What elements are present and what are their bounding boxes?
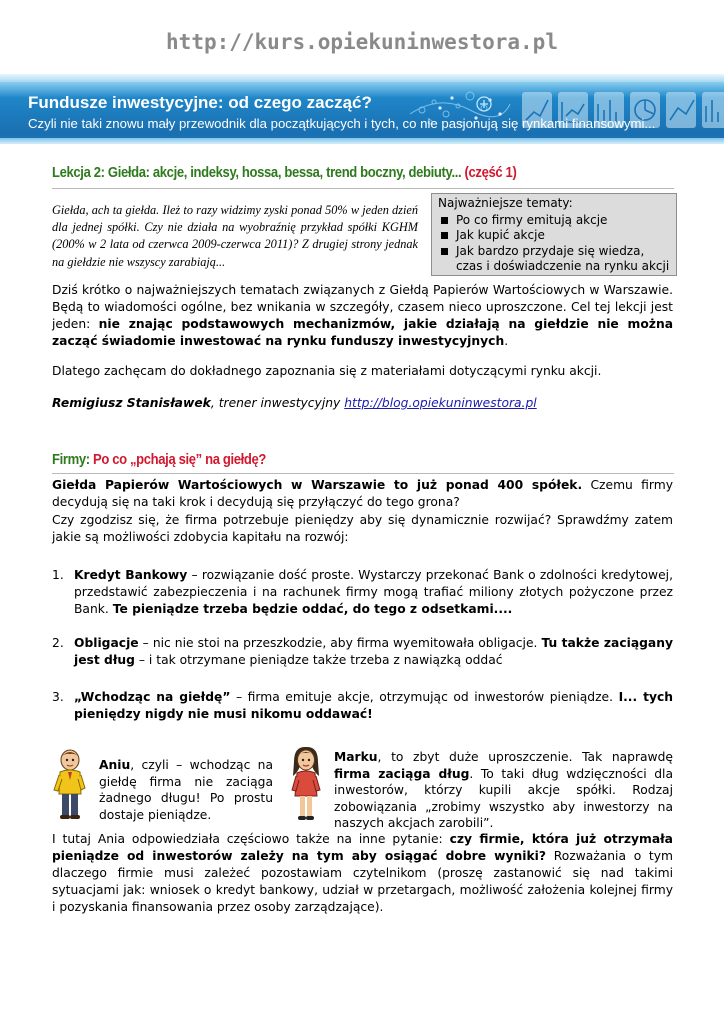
- lesson-label: Lekcja 2:: [52, 165, 105, 181]
- section-intro-paragraph: [52, 477, 673, 511]
- marek-character-icon: [52, 748, 88, 820]
- list-item-bank-loan: [52, 567, 673, 618]
- key-topic-item: [438, 244, 670, 275]
- marek-speech: [99, 757, 273, 823]
- list-item-bold: I... tych pieniędzy nigdy nie musi nikomu oddawać!: [74, 690, 674, 721]
- closing-rest: Rozważania o tym dlaczego firmie musi zależeć pozostawiam czytelnikom (proszę zastanowić się nad takimi sytuacjami jak: wniosek o kredyt bankowy, udział w przetargach, możliwość założenia kolejnej firmy i pozyskania finansowania przez osoby zarządzające).: [52, 849, 673, 914]
- square-bullet-icon: [441, 232, 448, 239]
- key-topics-box: [431, 193, 677, 276]
- list-item-title: Kredyt Bankowy: [74, 568, 188, 582]
- list-item-tail: – i tak otrzymane pieniądze także trzeba z nawiązką oddać: [134, 653, 503, 667]
- list-item-bold: Tu także zaciągany jest dług: [74, 636, 673, 667]
- ania-speech: [334, 749, 673, 832]
- speech-bold: firma zaciąga dług: [334, 766, 470, 781]
- section-intro-rest: Czemu firmy decydują się na taki krok i decydują się przyłączyć do tego grona?: [52, 478, 673, 509]
- key-topics-list: [438, 213, 670, 275]
- author-name: Remigiusz Stanisławek: [52, 396, 211, 410]
- banner-top-stripe: [0, 74, 724, 82]
- list-item-ipo: [52, 689, 673, 723]
- intro-paragraph: Giełda, ach ta giełda. Ileż to razy widzimy zyski ponad 50% w jeden dzień dla jednej spółki. Czy nie działa na wyobraźnię przykład spółki KGHM (200% w 2 lata od czerwca 2009-czerwca 2011)? Z drugiej strony jednak na giełdzie nie wszyscy zarabiają...: [52, 203, 418, 269]
- key-topic-item: [438, 228, 670, 244]
- goal-end: .: [504, 334, 509, 348]
- capital-question-paragraph: Czy zgodzisz się, że firma potrzebuje pieniędzy aby się dynamicznie rozwijać? Sprawdźmy zatem jakie są możliwości zdobycia kapitału na rozwój:: [52, 513, 673, 544]
- key-topics-title: Najważniejsze tematy:: [438, 196, 573, 210]
- lesson-title: Giełda: akcje, indeksy, hossa, bessa, trend boczny, debiuty...: [107, 165, 462, 181]
- section-label: Firmy:: [52, 452, 90, 468]
- course-banner: [0, 74, 724, 144]
- section-underline: [52, 473, 674, 474]
- author-line: [52, 395, 673, 412]
- banner-subtitle: Czyli nie taki znowu mały przewodnik dla początkujących i tych, co nie pasjonują się rynkami finansowymi...: [28, 116, 656, 131]
- closing-bold: czy firmie, która już otrzymała pieniądze od inwestorów zależy na tym aby osiągać dobre wyniki?: [52, 832, 673, 863]
- lesson-heading: [52, 165, 516, 181]
- list-number: 2.: [52, 636, 64, 650]
- closing-paragraph: [52, 831, 673, 916]
- speech-text: . To taki dług wdzięczności dla inwestorów, którzy kupili akcje spółki. Rodzaj zobowiązania „zrobimy wszystko aby inwestorzy na naszych akcjach zarobili”.: [334, 766, 673, 830]
- speech-text: , czyli – wchodząc na giełdę firma nie zaciąga żadnego długu! Po prostu dostaje pieniądze.: [99, 758, 273, 822]
- speech-addressee: Aniu: [99, 758, 131, 772]
- encouragement-paragraph: Dlatego zachęcam do dokładnego zapoznania się z materiałami dotyczącymi rynku akcji.: [52, 364, 602, 378]
- list-item-bold: Te pieniądze trzeba będzie oddać, do tego z odsetkami....: [112, 602, 513, 616]
- lesson-part: (część 1): [464, 165, 517, 181]
- key-topic-text: Po co firmy emitują akcje: [456, 212, 608, 227]
- goal-bold-text: nie znając podstawowych mechanizmów, jakie działają na giełdzie nie można zacząć świadomie inwestować na rynku funduszy inwestycyjnych: [52, 317, 673, 348]
- key-topic-item: [438, 213, 670, 229]
- section-intro-bold: Giełda Papierów Wartościowych w Warszawie to już ponad 400 spółek.: [52, 478, 583, 492]
- closing-text: I tutaj Ania odpowiedziała częściowo także na inne pytanie:: [52, 832, 450, 846]
- section-heading: [52, 452, 266, 468]
- list-number: 1.: [52, 568, 64, 582]
- speech-addressee: Marku: [334, 750, 378, 764]
- author-role: , trener inwestycyjny: [210, 396, 345, 410]
- speech-text: , to zbyt duże uproszczenie. Tak naprawdę: [377, 750, 673, 764]
- site-url: http://kurs.opiekuninwestora.pl: [166, 30, 558, 54]
- banner-bottom-stripe: [0, 138, 724, 144]
- list-item-text: – nic nie stoi na przeszkodzie, aby firma wyemitowała obligacje.: [138, 636, 542, 650]
- goal-text: Dziś krótko o najważniejszych tematach związanych z Giełdą Papierów Wartościowych w Warszawie. Będą to wiadomości ogólne, bez wnikania w szczegóły, czasem nieco uproszczone. Cel tej lekcji jest jeden:: [52, 283, 673, 331]
- square-bullet-icon: [441, 217, 448, 224]
- list-item-title: „Wchodząc na giełdę”: [74, 690, 231, 704]
- list-number: 3.: [52, 690, 64, 704]
- banner-title: Fundusze inwestycyjne: od czego zacząć?: [28, 93, 372, 112]
- key-topic-text: Jak bardzo przydaje się wiedza, czas i doświadczenie na rynku akcji: [456, 243, 670, 273]
- author-blog-link[interactable]: http://blog.opiekuninwestora.pl: [344, 396, 537, 410]
- list-item-bonds: [52, 635, 673, 669]
- square-bullet-icon: [441, 248, 448, 255]
- list-item-title: Obligacje: [74, 636, 139, 650]
- list-item-text: – firma emituje akcje, otrzymując od inwestorów pieniądze.: [230, 690, 619, 704]
- key-topic-text: Jak kupić akcje: [456, 228, 545, 242]
- section-title: Po co „pchają się” na giełdę?: [93, 452, 267, 468]
- heading-underline: [52, 188, 674, 189]
- ania-character-icon: [288, 746, 324, 822]
- list-item-text: – rozwiązanie dość proste. Wystarczy przekonać Bank o zdolności kredytowej, przedstawić zabezpieczenia i na rachunek firmy mogą trafiać miliony złotych pożyczone przez Bank.: [74, 568, 673, 616]
- lesson-goal-paragraph: [52, 282, 673, 350]
